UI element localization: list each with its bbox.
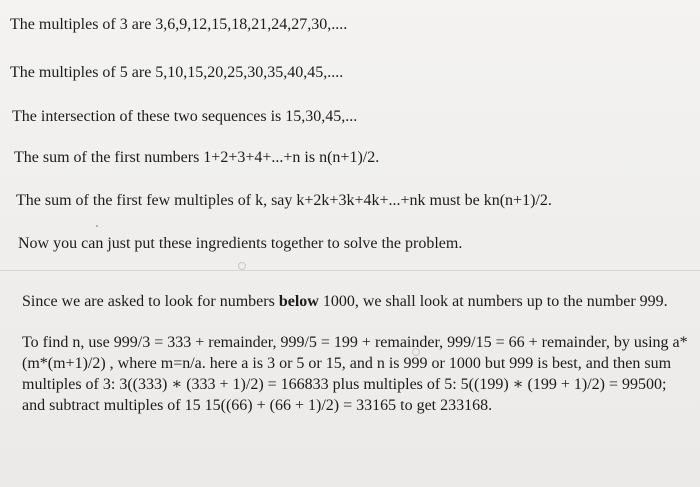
answer-p1-bold-word: below [278, 293, 319, 310]
answer-p1-before: Since we are asked to look for numbers [22, 293, 279, 310]
text-line-multiples-of-5: The multiples of 5 are 5,10,15,20,25,30,35,40,45,.... [10, 64, 344, 81]
answer-paragraph-1 [22, 291, 692, 312]
answer-paragraph-2: To find n, use 999/3 = 333 + remainder, 999/5 = 199 + remainder, 999/15 = 66 + remainder, by using a*(m*(m+1)/2) , where m=n/a. here a is 3 or 5 or 15, and n is 999 or 1000 but 999 is best, and then sum multiples of 3: 3((333) ∗ (333 + 1)/2) = 166833 plus multiples of 5: 5((199) ∗ (199 + 1)/2) = 99500; and subtract multiples of 15 15((66) + (66 + 1)/2) = 33165 to get 233168. [22, 334, 688, 414]
text-line-intersection: The intersection of these two sequences is 15,30,45,... [12, 108, 358, 125]
text-line-sum-multiples-formula: The sum of the first few multiples of k, say k+2k+3k+4k+...+nk must be kn(n+1)/2. [16, 192, 552, 209]
speck-mark [96, 225, 98, 227]
text-line-sum-formula: The sum of the first numbers 1+2+3+4+...+n is n(n+1)/2. [14, 149, 380, 166]
text-line-instruction: Now you can just put these ingredients together to solve the problem. [18, 235, 463, 252]
text-line-multiples-of-3: The multiples of 3 are 3,6,9,12,15,18,21,24,27,30,.... [10, 16, 348, 33]
faint-circle-mark [238, 262, 246, 270]
answer-section [22, 291, 692, 416]
section-divider [0, 270, 700, 271]
answer-p1-after: 1000, we shall look at numbers up to the number 999. [318, 293, 668, 310]
faint-circle-mark-2 [412, 348, 420, 356]
